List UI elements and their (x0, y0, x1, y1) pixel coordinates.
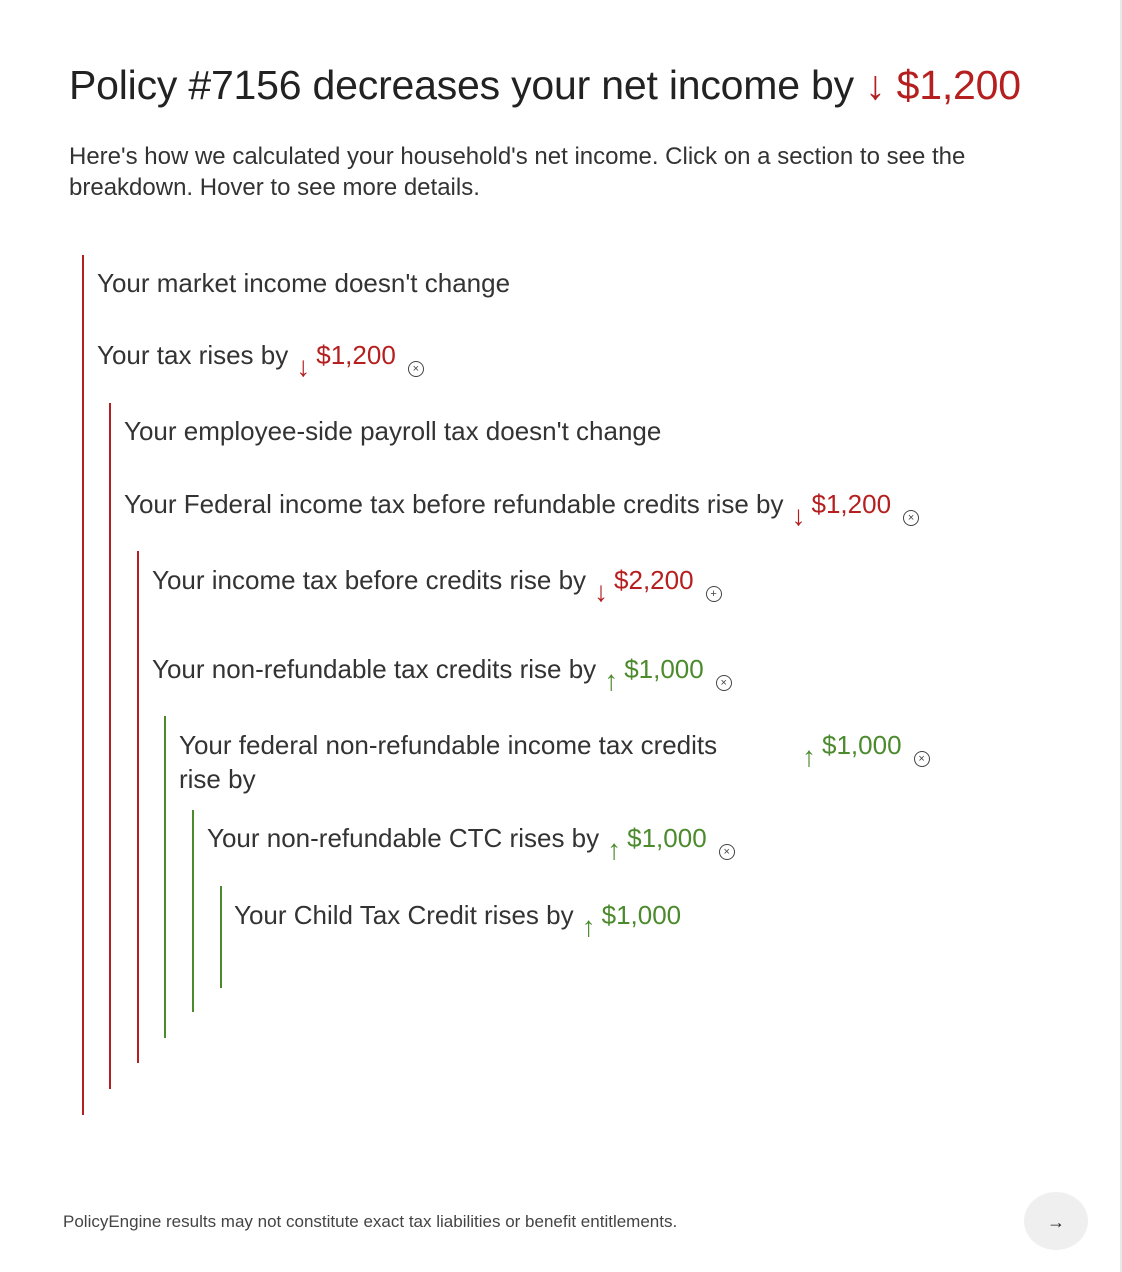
federal-non-refundable-value[interactable] (794, 728, 930, 772)
tax-amount: $1,200 (316, 340, 396, 370)
federal-income-tax-row[interactable] (124, 487, 919, 531)
child-tax-credit-amount: $1,000 (601, 900, 682, 930)
income-tax-before-credits-label: Your income tax before credits rise by (152, 565, 587, 595)
market-income-label: Your market income doesn't change (97, 268, 511, 298)
collapse-icon[interactable]: × (914, 751, 930, 767)
non-refundable-credits-row[interactable] (152, 652, 732, 696)
tax-label: Your tax rises by (97, 340, 289, 370)
federal-non-refundable-amount: $1,000 (822, 730, 902, 760)
federal-non-refundable-label-line1: Your federal non-refundable income tax credits (179, 730, 718, 760)
arrow-down-icon: ↓ (296, 351, 311, 382)
federal-non-refundable-row[interactable] (179, 728, 717, 796)
next-button[interactable]: → (1024, 1192, 1088, 1250)
tax-row[interactable] (97, 338, 424, 382)
non-refundable-ctc-row[interactable] (207, 821, 735, 865)
child-tax-credit-row[interactable] (234, 898, 682, 942)
non-refundable-ctc-amount: $1,000 (627, 823, 707, 853)
market-income-row[interactable] (97, 266, 510, 300)
arrow-up-icon: ↑ (604, 665, 619, 696)
arrow-up-icon: ↑ (802, 741, 816, 772)
title-text: Policy #7156 decreases your net income by (69, 62, 854, 108)
collapse-icon[interactable]: × (903, 510, 919, 526)
collapse-icon[interactable]: × (716, 675, 732, 691)
tree-line-ctc (220, 886, 222, 988)
arrow-down-icon: ↓ (594, 576, 609, 607)
income-tax-before-credits-row[interactable] (152, 563, 722, 607)
income-tax-before-credits-amount: $2,200 (614, 565, 694, 595)
federal-non-refundable-label-line2: rise by (179, 764, 256, 794)
child-tax-credit-label: Your Child Tax Credit rises by (234, 900, 574, 930)
page-subtitle: Here's how we calculated your household's net income. Click on a section to see the breakdown. Hover to see more details. (69, 143, 966, 201)
title-arrow-down-icon: ↓ (865, 62, 886, 108)
collapse-icon[interactable]: × (719, 844, 735, 860)
tree-line-income-tax (137, 551, 139, 1063)
arrow-up-icon: ↑ (607, 834, 622, 865)
federal-income-tax-amount: $1,200 (811, 489, 892, 519)
tree-line-non-refundable (164, 716, 166, 1038)
federal-income-tax-label: Your Federal income tax before refundable credits rise by (124, 489, 784, 519)
arrow-up-icon: ↑ (581, 911, 596, 942)
page-title (69, 62, 1021, 109)
tree-line-federal-tax (109, 403, 111, 1089)
non-refundable-ctc-label: Your non-refundable CTC rises by (207, 823, 600, 853)
arrow-down-icon: ↓ (791, 500, 806, 531)
expand-icon[interactable]: + (706, 586, 722, 602)
disclaimer-text: PolicyEngine results may not constitute exact tax liabilities or benefit entitlements. (63, 1212, 678, 1231)
non-refundable-credits-label: Your non-refundable tax credits rise by (152, 654, 597, 684)
payroll-tax-row[interactable] (124, 414, 661, 448)
collapse-icon[interactable]: × (408, 361, 424, 377)
non-refundable-credits-amount: $1,000 (624, 654, 704, 684)
title-amount: $1,200 (896, 62, 1021, 108)
tree-line-federal-non-refundable (192, 810, 194, 1012)
tree-line-tax (82, 255, 84, 1115)
payroll-tax-label: Your employee-side payroll tax doesn't change (124, 416, 662, 446)
